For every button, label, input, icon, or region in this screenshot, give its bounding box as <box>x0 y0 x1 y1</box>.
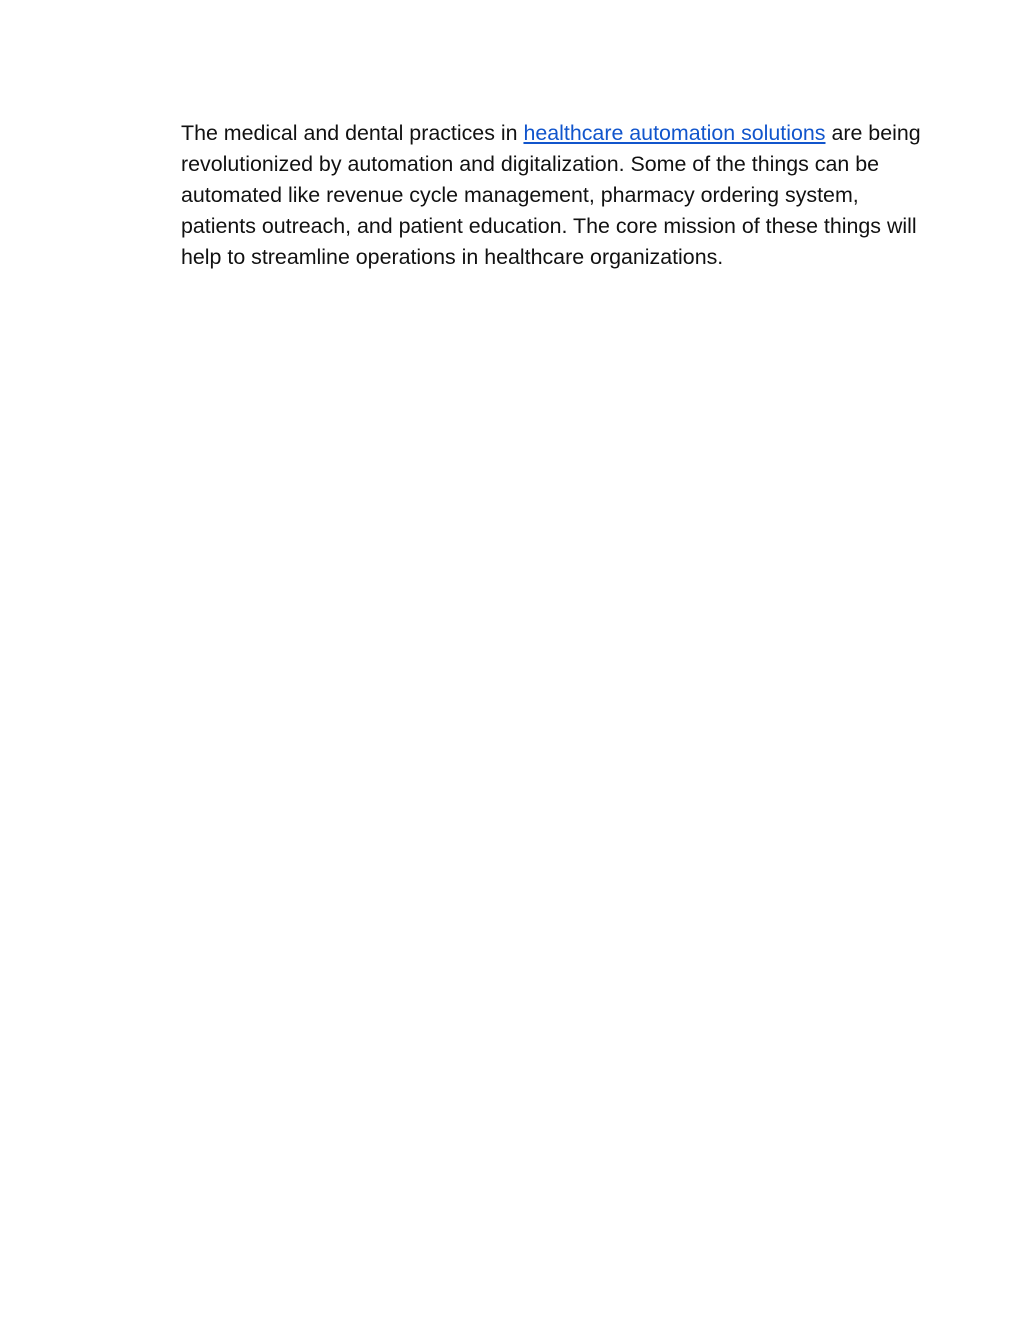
paragraph-text-before-link: The medical and dental practices in <box>181 121 524 145</box>
healthcare-automation-solutions-link[interactable]: healthcare automation solutions <box>523 121 826 145</box>
body-paragraph <box>181 118 921 273</box>
paragraph-text-after-link: are being revolutionized by automation and digitalization. Some of the things can be automated like revenue cycle management, pharmacy ordering system, patients outreach, and patient education. The core mission of these things will help to streamline operations in healthcare organizations. <box>181 121 921 269</box>
